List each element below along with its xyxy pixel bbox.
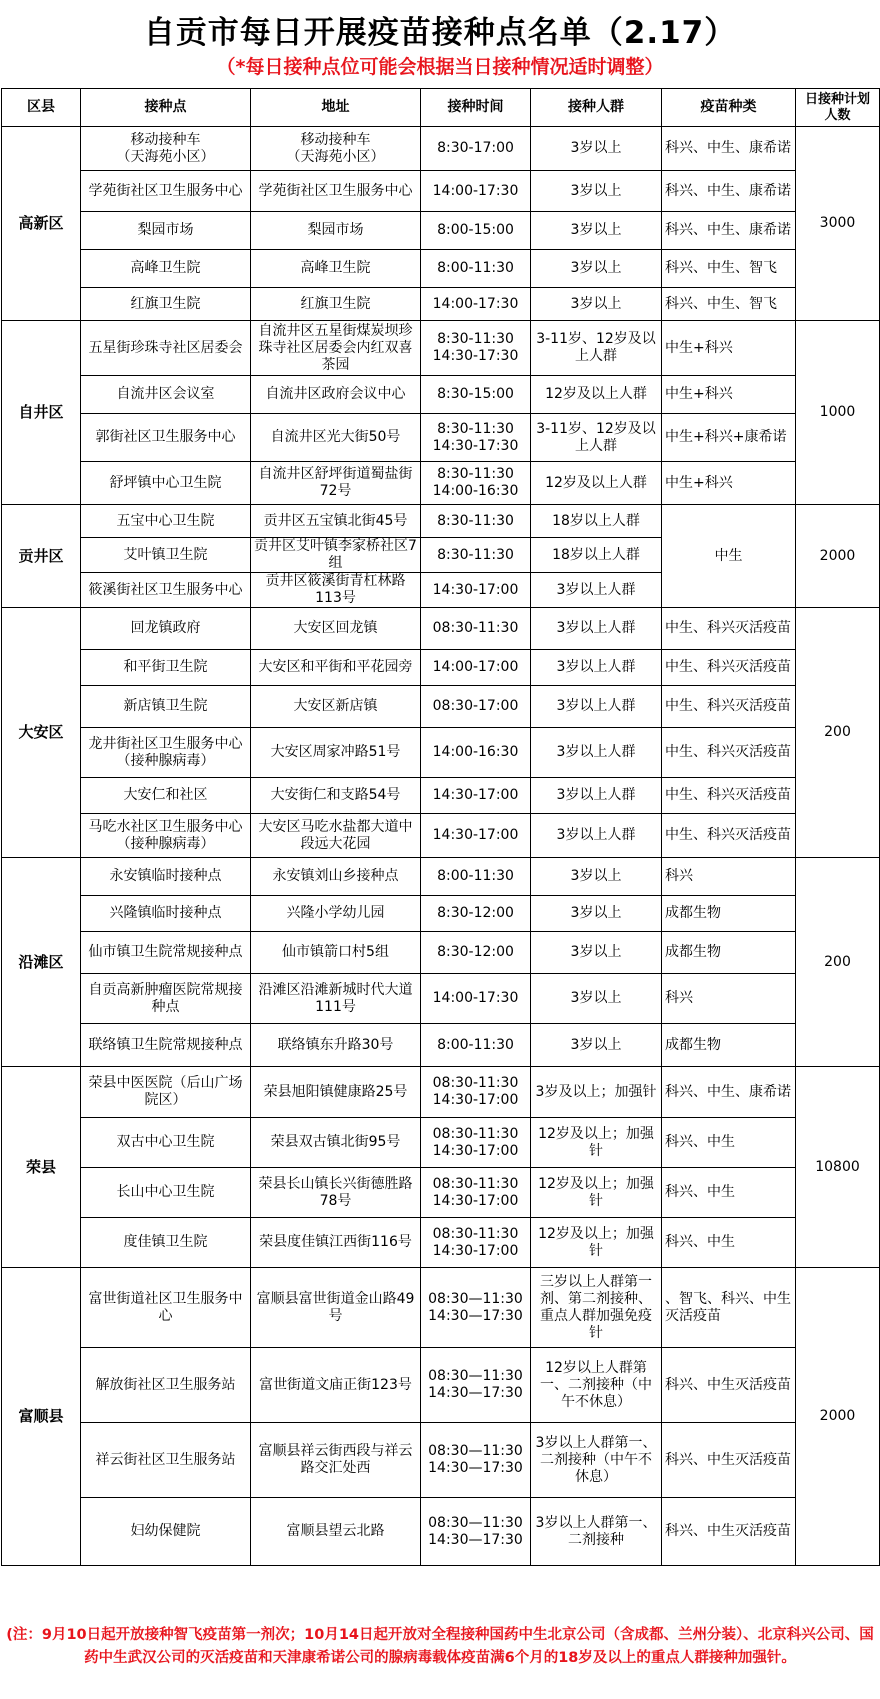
target-group: 3岁以上人群 — [531, 608, 662, 650]
site-address: 沿滩区沿滩新城时代大道111号 — [251, 974, 421, 1024]
site-address: 大安区回龙镇 — [251, 608, 421, 650]
site-name: 解放街社区卫生服务站 — [81, 1348, 251, 1423]
table-row — [2, 171, 880, 212]
district-name: 高新区 — [2, 127, 81, 321]
vaccination-time: 8:30-12:00 — [421, 896, 531, 932]
vaccine-type: 中生+科兴 — [662, 376, 796, 414]
site-name: 郭街社区卫生服务中心 — [81, 414, 251, 462]
header-site: 接种点 — [81, 89, 251, 127]
target-group: 3岁以上人群 — [531, 778, 662, 814]
site-address: 荣县旭阳镇健康路25号 — [251, 1067, 421, 1118]
vaccine-type: 科兴、中生灭活疫苗 — [662, 1348, 796, 1423]
site-address: 贡井区五宝镇北街45号 — [251, 505, 421, 538]
vaccination-time: 14:00-16:30 — [421, 728, 531, 778]
site-address: 自流井区政府会议中心 — [251, 376, 421, 414]
table-row — [2, 650, 880, 686]
site-address: 自流井区五星街煤炭坝珍珠寺社区居委会内红双喜茶园 — [251, 321, 421, 376]
site-name: 筱溪街社区卫生服务中心 — [81, 573, 251, 608]
vaccine-type: 科兴、中生、智飞 — [662, 288, 796, 321]
target-group: 3岁以上 — [531, 1024, 662, 1067]
site-name: 艾叶镇卫生院 — [81, 538, 251, 573]
site-address: 贡井区艾叶镇李家桥社区7组 — [251, 538, 421, 573]
vaccine-type: 科兴、中生、康希诺 — [662, 171, 796, 212]
site-name: 妇幼保健院 — [81, 1498, 251, 1566]
table-row — [2, 288, 880, 321]
site-address: 大安区马吃水盐都大道中段远大花园 — [251, 814, 421, 858]
vaccine-type: 成都生物 — [662, 1024, 796, 1067]
vaccine-type: 中生 — [662, 505, 796, 608]
district-name: 富顺县 — [2, 1268, 81, 1566]
target-group: 18岁以上人群 — [531, 505, 662, 538]
vaccine-type: 科兴、中生 — [662, 1168, 796, 1218]
site-name: 回龙镇政府 — [81, 608, 251, 650]
daily-plan-count: 10800 — [796, 1067, 880, 1268]
daily-plan-count: 200 — [796, 858, 880, 1067]
vaccination-time: 8:00-11:30 — [421, 1024, 531, 1067]
target-group: 3岁以上 — [531, 171, 662, 212]
site-address: 移动接种车 （天海苑小区） — [251, 127, 421, 171]
vaccination-time: 8:30-11:30 — [421, 538, 531, 573]
site-address: 自流井区光大街50号 — [251, 414, 421, 462]
table-row — [2, 896, 880, 932]
vaccination-time: 14:00-17:30 — [421, 974, 531, 1024]
target-group: 3岁及以上；加强针 — [531, 1067, 662, 1118]
site-address: 永安镇刘山乡接种点 — [251, 858, 421, 896]
vaccination-time: 8:30-12:00 — [421, 932, 531, 974]
site-address: 红旗卫生院 — [251, 288, 421, 321]
daily-plan-count: 2000 — [796, 1268, 880, 1566]
site-name: 祥云街社区卫生服务站 — [81, 1423, 251, 1498]
site-name: 双古中心卫生院 — [81, 1118, 251, 1168]
district-name: 贡井区 — [2, 505, 81, 608]
table-row — [2, 462, 880, 505]
vaccine-type: 中生、科兴灭活疫苗 — [662, 778, 796, 814]
target-group: 12岁及以上；加强针 — [531, 1168, 662, 1218]
site-address: 荣县双古镇北街95号 — [251, 1118, 421, 1168]
site-address: 大安区新店镇 — [251, 686, 421, 728]
table-row — [2, 1118, 880, 1168]
vaccination-time: 8:00-11:30 — [421, 858, 531, 896]
site-address: 自流井区舒坪街道蜀盐街72号 — [251, 462, 421, 505]
site-address: 富顺县望云北路 — [251, 1498, 421, 1566]
target-group: 3岁以上 — [531, 250, 662, 288]
site-name: 自流井区会议室 — [81, 376, 251, 414]
vaccination-time: 08:30—11:30 14:30—17:30 — [421, 1423, 531, 1498]
site-address: 高峰卫生院 — [251, 250, 421, 288]
site-name: 五宝中心卫生院 — [81, 505, 251, 538]
vaccine-type: 科兴、中生、智飞 — [662, 250, 796, 288]
vaccination-time: 14:30-17:00 — [421, 814, 531, 858]
site-address: 富世街道文庙正街123号 — [251, 1348, 421, 1423]
site-address: 大安区周家冲路51号 — [251, 728, 421, 778]
header-district: 区县 — [2, 89, 81, 127]
site-address: 联络镇东升路30号 — [251, 1024, 421, 1067]
site-address: 富顺县祥云街西段与祥云路交汇处西 — [251, 1423, 421, 1498]
target-group: 3岁以上人群 — [531, 573, 662, 608]
table-row — [2, 505, 880, 538]
vaccine-type: 中生、科兴灭活疫苗 — [662, 650, 796, 686]
table-row — [2, 932, 880, 974]
vaccination-time: 14:30-17:00 — [421, 573, 531, 608]
vaccine-type: 科兴 — [662, 974, 796, 1024]
footnote: (注：9月10日起开放接种智飞疫苗第一剂次；10月14日起开放对全程接种国药中生北京公司（含成都、兰州分装）、北京科兴公司、国药中生武汉公司的灭活疫苗和天津康希诺公司的腺病毒载体疫苗满6个月的18岁及以上的重点人群接种加强针。 — [6, 1627, 874, 1666]
target-group: 3岁以上 — [531, 932, 662, 974]
table-row — [2, 778, 880, 814]
district-name: 自井区 — [2, 321, 81, 505]
site-name: 联络镇卫生院常规接种点 — [81, 1024, 251, 1067]
site-address: 荣县长山镇长兴街德胜路78号 — [251, 1168, 421, 1218]
daily-plan-count: 200 — [796, 608, 880, 858]
vaccination-time: 08:30-17:00 — [421, 686, 531, 728]
site-name: 富世街道社区卫生服务中心 — [81, 1268, 251, 1348]
site-name: 兴隆镇临时接种点 — [81, 896, 251, 932]
site-name: 自贡高新肿瘤医院常规接种点 — [81, 974, 251, 1024]
table-row — [2, 1168, 880, 1218]
page-subtitle: （*每日接种点位可能会根据当日接种情况适时调整） — [216, 56, 664, 78]
vaccine-type: 中生、科兴灭活疫苗 — [662, 814, 796, 858]
site-name: 五星街珍珠寺社区居委会 — [81, 321, 251, 376]
site-address: 大安区和平街和平花园旁 — [251, 650, 421, 686]
site-name: 舒坪镇中心卫生院 — [81, 462, 251, 505]
table-row — [2, 212, 880, 250]
target-group: 3岁以上 — [531, 127, 662, 171]
site-address: 荣县度佳镇江西街116号 — [251, 1218, 421, 1268]
vaccination-time: 08:30—11:30 14:30—17:30 — [421, 1348, 531, 1423]
target-group: 三岁以上人群第一剂、第二剂接种、重点人群加强免疫针 — [531, 1268, 662, 1348]
vaccination-time: 8:30-15:00 — [421, 376, 531, 414]
site-address: 仙市镇箭口村5组 — [251, 932, 421, 974]
header-group: 接种人群 — [531, 89, 662, 127]
table-row — [2, 686, 880, 728]
table-row — [2, 1268, 880, 1348]
vaccine-type: 科兴、中生 — [662, 1118, 796, 1168]
vaccine-type: 中生、科兴灭活疫苗 — [662, 608, 796, 650]
target-group: 12岁及以上人群 — [531, 462, 662, 505]
table-row — [2, 608, 880, 650]
site-name: 仙市镇卫生院常规接种点 — [81, 932, 251, 974]
vaccine-type: 中生、科兴灭活疫苗 — [662, 686, 796, 728]
district-name: 荣县 — [2, 1067, 81, 1268]
target-group: 12岁及以上；加强针 — [531, 1118, 662, 1168]
vaccine-type: 科兴、中生灭活疫苗 — [662, 1423, 796, 1498]
vaccine-type: 中生+科兴 — [662, 321, 796, 376]
table-row — [2, 250, 880, 288]
vaccination-time: 08:30-11:30 14:30-17:00 — [421, 1118, 531, 1168]
vaccine-type: 科兴、中生灭活疫苗 — [662, 1498, 796, 1566]
vaccine-type: 中生+科兴+康希诺 — [662, 414, 796, 462]
vaccination-time: 08:30—11:30 14:30—17:30 — [421, 1268, 531, 1348]
vaccine-type: 科兴 — [662, 858, 796, 896]
site-name: 学苑街社区卫生服务中心 — [81, 171, 251, 212]
table-body — [2, 127, 880, 1566]
target-group: 3岁以上人群 — [531, 814, 662, 858]
table-row — [2, 1067, 880, 1118]
site-name: 移动接种车 （天海苑小区） — [81, 127, 251, 171]
target-group: 3岁以上人群第一、二剂接种（中午不休息） — [531, 1423, 662, 1498]
site-name: 荣县中医医院（后山广场院区） — [81, 1067, 251, 1118]
vaccination-time: 14:30-17:00 — [421, 778, 531, 814]
target-group: 12岁及以上人群 — [531, 376, 662, 414]
daily-plan-count: 2000 — [796, 505, 880, 608]
site-name: 红旗卫生院 — [81, 288, 251, 321]
vaccine-type: 科兴、中生、康希诺 — [662, 127, 796, 171]
table-row — [2, 728, 880, 778]
site-name: 大安仁和社区 — [81, 778, 251, 814]
site-name: 高峰卫生院 — [81, 250, 251, 288]
target-group: 18岁以上人群 — [531, 538, 662, 573]
vaccine-type: 科兴、中生、康希诺 — [662, 212, 796, 250]
header-time: 接种时间 — [421, 89, 531, 127]
table-row — [2, 974, 880, 1024]
target-group: 3岁以上 — [531, 858, 662, 896]
vaccine-type: 科兴、中生 — [662, 1218, 796, 1268]
site-name: 永安镇临时接种点 — [81, 858, 251, 896]
target-group: 3岁以上 — [531, 974, 662, 1024]
vaccination-time: 08:30-11:30 — [421, 608, 531, 650]
vaccination-time: 14:00-17:00 — [421, 650, 531, 686]
header-vaccine: 疫苗种类 — [662, 89, 796, 127]
target-group: 3岁以上人群 — [531, 650, 662, 686]
site-address: 大安街仁和支路54号 — [251, 778, 421, 814]
target-group: 3岁以上 — [531, 288, 662, 321]
site-address: 富顺县富世街道金山路49号 — [251, 1268, 421, 1348]
district-name: 沿滩区 — [2, 858, 81, 1067]
vaccine-type: 、智飞、科兴、中生灭活疫苗 — [662, 1268, 796, 1348]
vaccination-time: 14:00-17:30 — [421, 288, 531, 321]
table-row — [2, 1218, 880, 1268]
table-row — [2, 814, 880, 858]
target-group: 12岁及以上；加强针 — [531, 1218, 662, 1268]
target-group: 3岁以上人群第一、二剂接种 — [531, 1498, 662, 1566]
page-title: 自贡市每日开展疫苗接种点名单（2.17） — [143, 15, 737, 51]
table-row — [2, 1498, 880, 1566]
daily-plan-count: 3000 — [796, 127, 880, 321]
target-group: 3岁以上 — [531, 896, 662, 932]
vaccination-time: 8:00-11:30 — [421, 250, 531, 288]
vaccine-type: 中生+科兴 — [662, 462, 796, 505]
table-row — [2, 858, 880, 896]
vaccination-time: 8:30-17:00 — [421, 127, 531, 171]
target-group: 12岁以上人群第一、二剂接种（中午不休息） — [531, 1348, 662, 1423]
site-address: 学苑街社区卫生服务中心 — [251, 171, 421, 212]
table-row — [2, 321, 880, 376]
site-address: 梨园市场 — [251, 212, 421, 250]
vaccination-time: 14:00-17:30 — [421, 171, 531, 212]
vaccination-time: 08:30-11:30 14:30-17:00 — [421, 1168, 531, 1218]
table-row — [2, 376, 880, 414]
target-group: 3-11岁、12岁及以上人群 — [531, 414, 662, 462]
district-name: 大安区 — [2, 608, 81, 858]
table-row — [2, 1423, 880, 1498]
header-address: 地址 — [251, 89, 421, 127]
vaccine-type: 中生、科兴灭活疫苗 — [662, 728, 796, 778]
vaccination-time: 8:30-11:30 14:00-16:30 — [421, 462, 531, 505]
header-plan: 日接种计划人数 — [796, 89, 880, 127]
vaccination-time: 08:30-11:30 14:30-17:00 — [421, 1067, 531, 1118]
site-name: 新店镇卫生院 — [81, 686, 251, 728]
vaccine-type: 成都生物 — [662, 896, 796, 932]
table-header-row — [2, 89, 880, 127]
vaccination-time: 08:30-11:30 14:30-17:00 — [421, 1218, 531, 1268]
vaccination-time: 8:30-11:30 14:30-17:30 — [421, 414, 531, 462]
target-group: 3岁以上 — [531, 212, 662, 250]
site-name: 龙井街社区卫生服务中心（接种腺病毒） — [81, 728, 251, 778]
vaccination-site-table — [1, 88, 880, 1566]
vaccination-time: 8:00-15:00 — [421, 212, 531, 250]
target-group: 3-11岁、12岁及以上人群 — [531, 321, 662, 376]
site-name: 长山中心卫生院 — [81, 1168, 251, 1218]
vaccination-time: 08:30—11:30 14:30—17:30 — [421, 1498, 531, 1566]
site-address: 贡井区筱溪街青杠林路113号 — [251, 573, 421, 608]
vaccine-type: 科兴、中生、康希诺 — [662, 1067, 796, 1118]
site-name: 度佳镇卫生院 — [81, 1218, 251, 1268]
target-group: 3岁以上人群 — [531, 686, 662, 728]
daily-plan-count: 1000 — [796, 321, 880, 505]
site-name: 和平街卫生院 — [81, 650, 251, 686]
table-row — [2, 414, 880, 462]
site-name: 梨园市场 — [81, 212, 251, 250]
vaccine-type: 成都生物 — [662, 932, 796, 974]
site-name: 马吃水社区卫生服务中心（接种腺病毒） — [81, 814, 251, 858]
table-row — [2, 1024, 880, 1067]
vaccination-time: 8:30-11:30 — [421, 505, 531, 538]
vaccination-time: 8:30-11:30 14:30-17:30 — [421, 321, 531, 376]
target-group: 3岁以上人群 — [531, 728, 662, 778]
table-row — [2, 1348, 880, 1423]
table-row — [2, 127, 880, 171]
site-address: 兴隆小学幼儿园 — [251, 896, 421, 932]
